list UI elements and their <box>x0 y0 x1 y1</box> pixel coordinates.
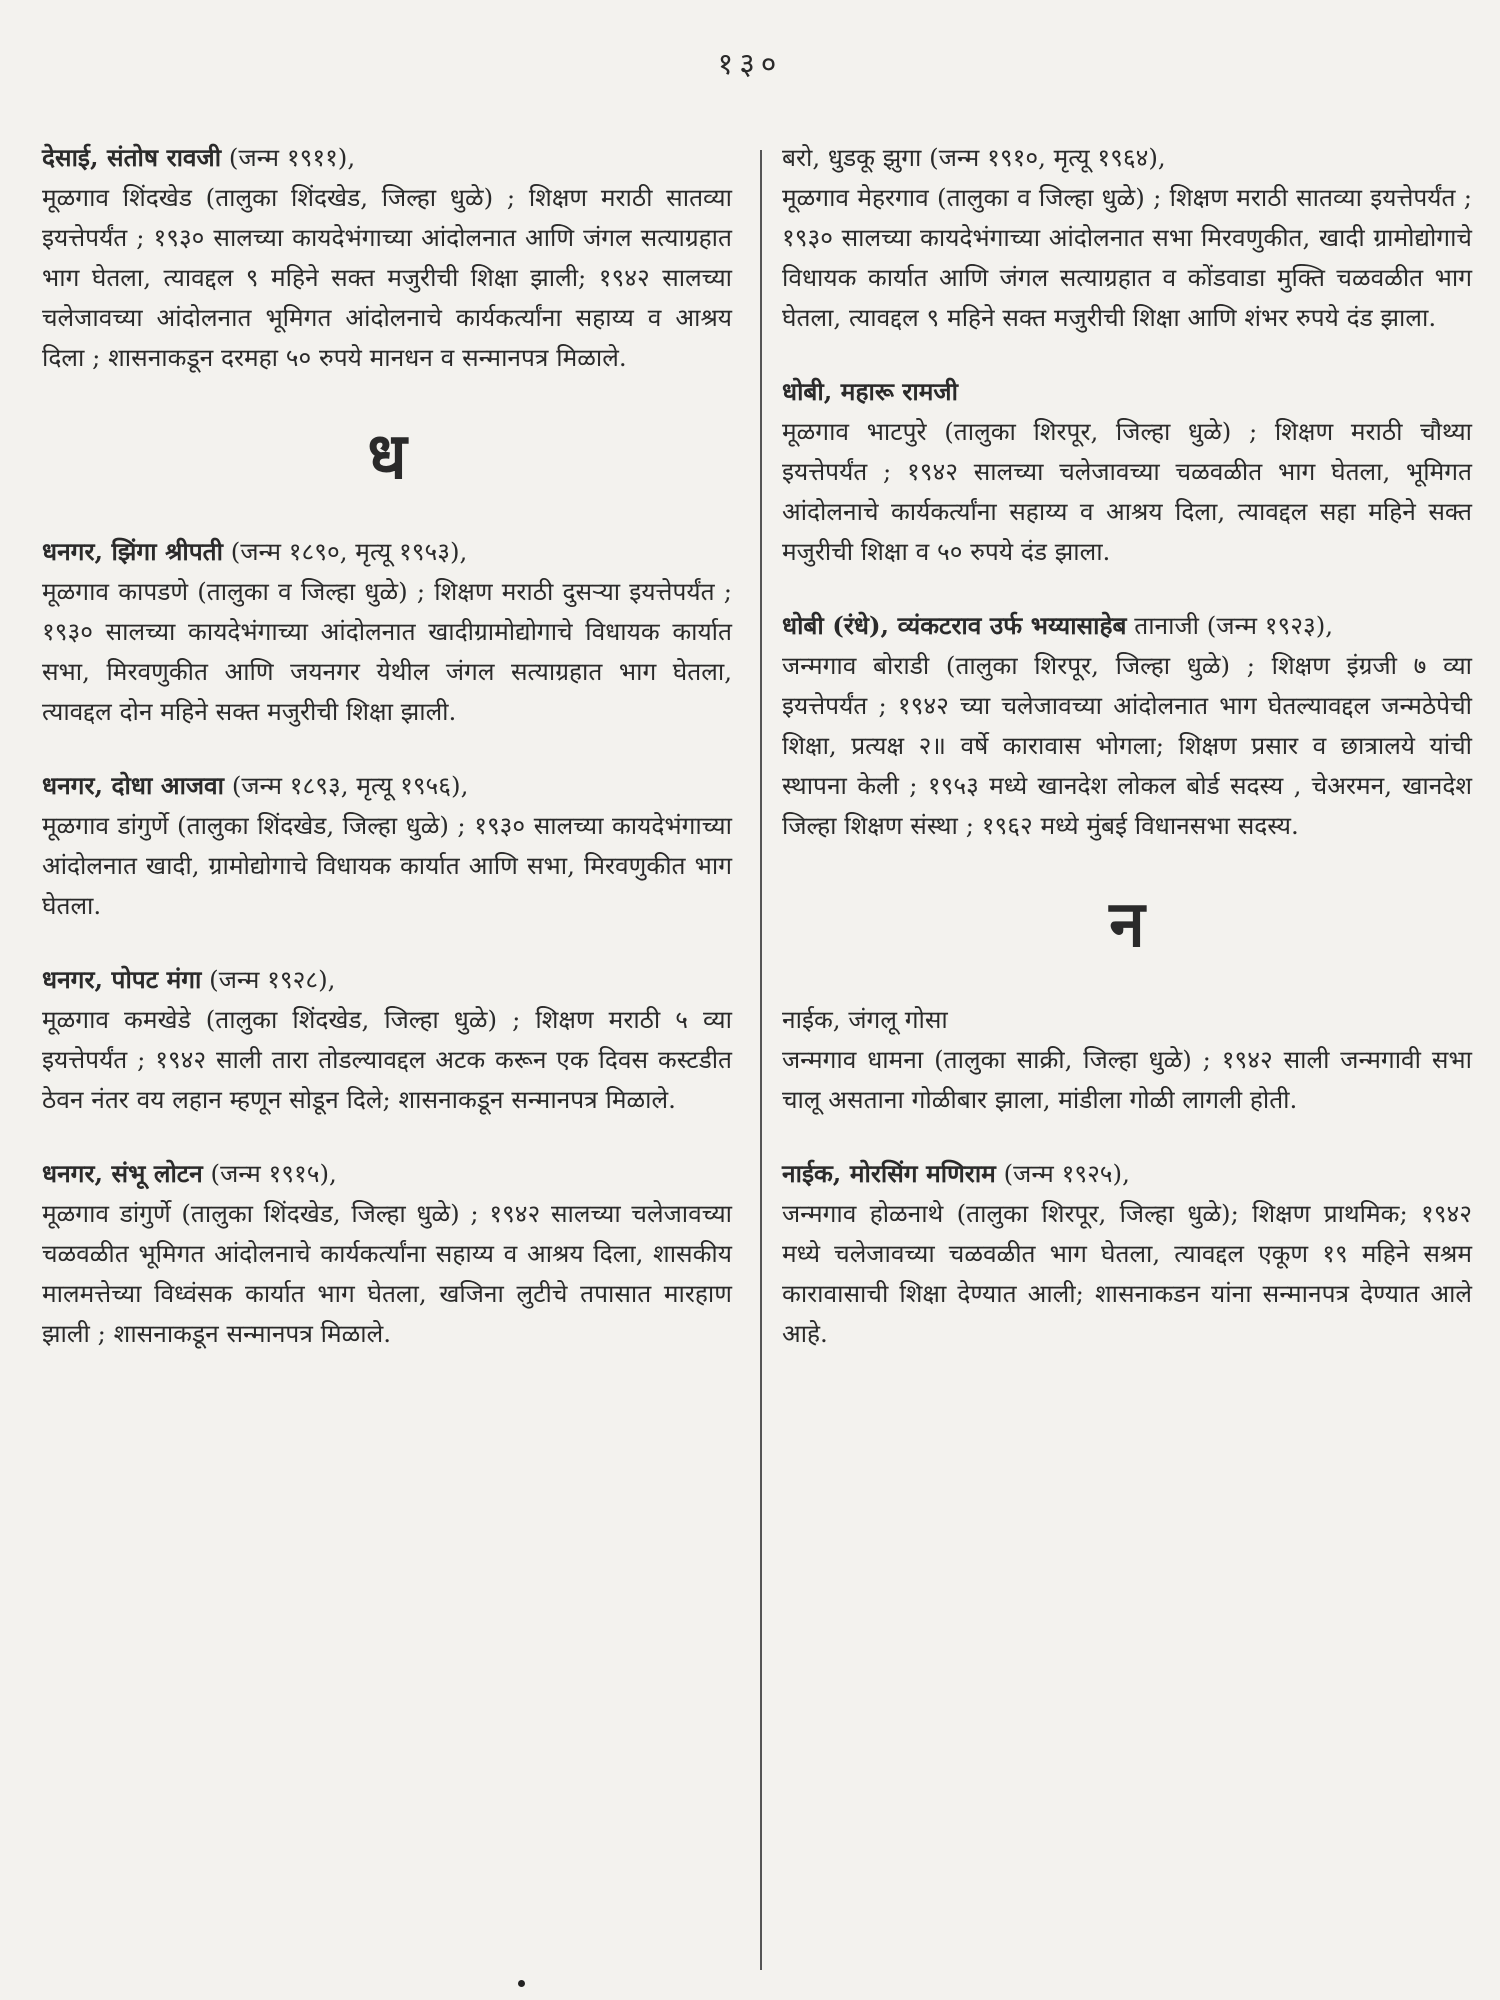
entry-heading <box>782 1000 1472 1040</box>
entry-name: नाईक, मोरसिंग मणिराम <box>782 1159 996 1188</box>
biography-entry <box>42 766 732 926</box>
entry-body: जन्मगाव धामना (तालुका साक्री, जिल्हा धुळे) ; १९४२ साली जन्मगावी सभा चालू असताना गोळीबार झाला, मांडीला गोळी लागली होती. <box>782 1045 1472 1114</box>
entry-heading <box>782 606 1472 646</box>
entry-dates: बरो, धुडकू झुगा (जन्म १९१०, मृत्यू १९६४), <box>782 143 1166 172</box>
entry-body: मूळगाव कमखेडे (तालुका शिंदखेड, जिल्हा धुळे) ; शिक्षण मराठी ५ व्या इयत्तेपर्यंत ; १९४२ साली तारा तोडल्यावद्दल अटक करून एक दिवस कस्टडीत ठेवन नंतर वय लहान म्हणून सोडून दिले; शासनाकडून सन्मानपत्र मिळाले. <box>42 1005 732 1114</box>
entry-name: देसाई, संतोष रावजी <box>42 143 222 172</box>
entry-heading <box>42 532 732 572</box>
biography-entry <box>42 960 732 1120</box>
biography-entry <box>782 1154 1472 1354</box>
biography-entry <box>42 532 732 732</box>
entry-body: मूळगाव भाटपुरे (तालुका शिरपूर, जिल्हा धुळे) ; शिक्षण मराठी चौथ्या इयत्तेपर्यंत ; १९४२ सालच्या चलेजावच्या चळवळीत भाग घेतला, भूमिगत आंदोलनाचे कार्यकर्त्यांना सहाय्य व आश्रय दिला, त्यावद्दल सहा महिने सक्त मजुरीची शिक्षा व ५० रुपये दंड झाला. <box>782 417 1472 566</box>
entry-body: जन्मगाव होळनाथे (तालुका शिरपूर, जिल्हा धुळे); शिक्षण प्राथमिक; १९४२ मध्ये चलेजावच्या चळवळीत भाग घेतला, त्यावद्दल एकूण १९ महिने सश्रम कारावासाची शिक्षा देण्यात आली; शासनाकडन यांना सन्मानपत्र देण्यात आले आहे. <box>782 1199 1472 1348</box>
entry-body: मूळगाव डांगुर्णे (तालुका शिंदखेड, जिल्हा धुळे) ; १९३० सालच्या कायदेभंगाच्या आंदोलनात खादी, ग्रामोद्योगाचे विधायक कार्यात आणि सभा, मिरवणुकीत भाग घेतला. <box>42 811 732 920</box>
entry-heading <box>42 1154 732 1194</box>
entry-dates: (जन्म १९२५), <box>995 1159 1130 1188</box>
section-letter-heading: ध <box>367 419 407 494</box>
entry-body: मूळगाव डांगुर्णे (तालुका शिंदखेड, जिल्हा धुळे) ; १९४२ सालच्या चलेजावच्या चळवळीत भूमिगत आंदोलनाचे कार्यकर्त्यांना सहाय्य व आश्रय दिला, शासकीय मालमत्तेच्या विध्वंसक कार्यात भाग घेतला, खजिना लुटीचे तपासात मारहाण झाली ; शासनाकडून सन्मानपत्र मिळाले. <box>42 1199 732 1348</box>
entry-name: धनगर, पोपट मंगा <box>42 965 202 994</box>
right-column <box>782 138 1472 1388</box>
biography-entry <box>42 1154 732 1354</box>
entry-heading <box>42 766 732 806</box>
entry-body: मूळगाव कापडणे (तालुका व जिल्हा धुळे) ; शिक्षण मराठी दुसऱ्या इयत्तेपर्यंत ; १९३० सालच्या कायदेभंगाच्या आंदोलनात खादीग्रामोद्योगाचे विधायक कार्यात सभा, मिरवणुकीत आणि जयनगर येथील जंगल सत्याग्रहात भाग घेतला, त्यावद्दल दोन महिने सक्त मजुरीची शिक्षा झाली. <box>42 577 732 726</box>
biography-entry <box>782 606 1472 846</box>
entry-heading <box>782 138 1472 178</box>
entry-heading <box>782 1154 1472 1194</box>
column-divider <box>760 150 762 1970</box>
entry-dates: (जन्म १९१५), <box>202 1159 337 1188</box>
entry-name: धनगर, संभू लोटन <box>42 1159 203 1188</box>
section-letter-heading: न <box>1109 887 1145 962</box>
entry-heading <box>782 372 1472 412</box>
entry-dates: (जन्म १९११), <box>221 143 356 172</box>
entry-dates: तानाजी (जन्म १९२३), <box>1126 611 1334 640</box>
entry-dates: (जन्म १८९३, मृत्यू १९५६), <box>224 771 469 800</box>
entry-dates: (जन्म १८९०, मृत्यू १९५३), <box>223 537 468 566</box>
ink-dot <box>518 1980 525 1987</box>
entry-body: मूळगाव मेहरगाव (तालुका व जिल्हा धुळे) ; शिक्षण मराठी सातव्या इयत्तेपर्यंत ; १९३० सालच्या कायदेभंगाच्या आंदोलनात सभा मिरवणुकीत, खादी ग्रामोद्योगाचे विधायक कार्यात आणि जंगल सत्याग्रहात व कोंडवाडा मुक्ति चळवळीत भाग घेतला, त्यावद्दल ९ महिने सक्त मजुरीची शिक्षा आणि शंभर रुपये दंड झाला. <box>782 183 1472 332</box>
biography-entry <box>42 138 732 378</box>
page-number: १३० <box>717 47 783 82</box>
biography-entry <box>782 372 1472 572</box>
entry-heading <box>42 960 732 1000</box>
biography-entry <box>782 1000 1472 1120</box>
entry-body: मूळगाव शिंदखेड (तालुका शिंदखेड, जिल्हा धुळे) ; शिक्षण मराठी सातव्या इयत्तेपर्यंत ; १९३० सालच्या कायदेभंगाच्या आंदोलनात आणि जंगल सत्याग्रहात भाग घेतला, त्यावद्दल ९ महिने सक्त मजुरीची शिक्षा झाली; १९४२ सालच्या चलेजावच्या आंदोलनात भूमिगत आंदोलनाचे कार्यकर्त्यांना सहाय्य व आश्रय दिला ; शासनाकडून दरमहा ५० रुपये मानधन व सन्मानपत्र मिळाले. <box>42 183 732 372</box>
entry-dates: (जन्म १९२८), <box>201 965 336 994</box>
left-column <box>42 138 732 1388</box>
entry-dates: नाईक, जंगलू गोसा <box>782 1005 948 1034</box>
entry-name: धोबी (रंधे), व्यंकटराव उर्फ भय्यासाहेब <box>782 611 1127 640</box>
biography-entry <box>782 138 1472 338</box>
entry-name: धोबी, महारू रामजी <box>782 377 958 406</box>
entry-name: धनगर, झिंगा श्रीपती <box>42 537 223 566</box>
entry-body: जन्मगाव बोराडी (तालुका शिरपूर, जिल्हा धुळे) ; शिक्षण इंग्रजी ७ व्या इयत्तेपर्यंत ; १९४२ च्या चलेजावच्या आंदोलनात भाग घेतल्यावद्दल जन्मठेपेची शिक्षा, प्रत्यक्ष २॥ वर्षे कारावास भोगला; शिक्षण प्रसार व छात्रालये यांची स्थापना केली ; १९५३ मध्ये खानदेश लोकल बोर्ड सदस्य , चेअरमन, खानदेश जिल्हा शिक्षण संस्था ; १९६२ मध्ये मुंबई विधानसभा सदस्य. <box>782 651 1472 840</box>
entry-name: धनगर, दोधा आजवा <box>42 771 225 800</box>
entry-heading <box>42 138 732 178</box>
